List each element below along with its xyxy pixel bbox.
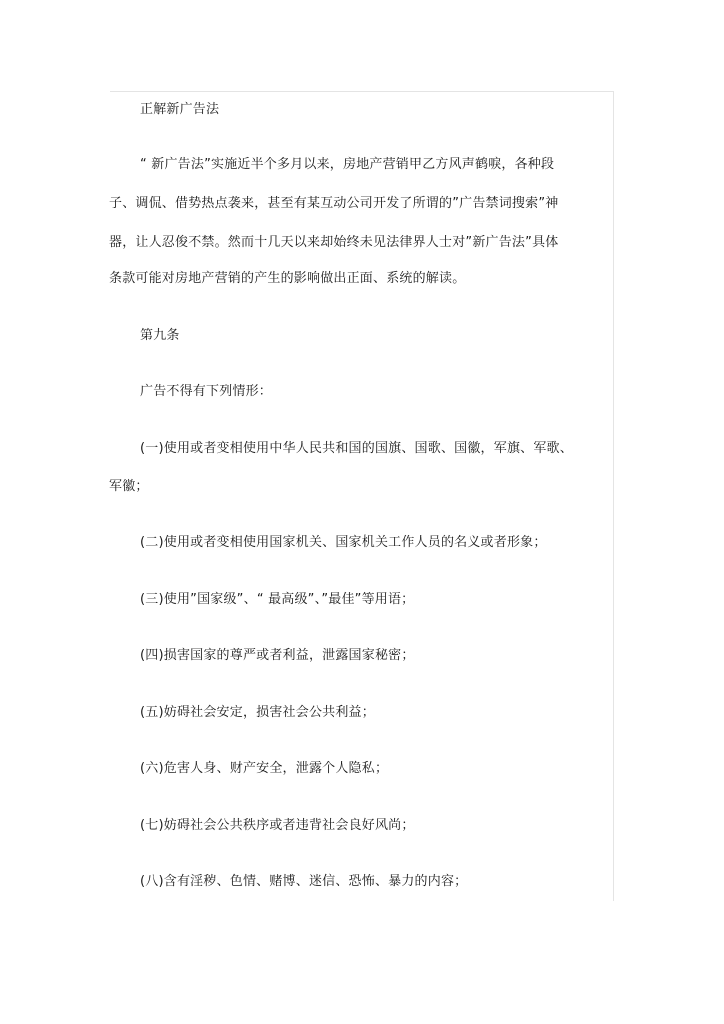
list-item-5: (五)妨碍社会安定，损害社会公共利益；	[140, 705, 375, 720]
page-frame	[110, 91, 614, 901]
list-item-7: (七)妨碍社会公共秩序或者违背社会良好风尚；	[140, 818, 415, 833]
list-item-4: (四)损害国家的尊严或者利益，泄露国家秘密；	[140, 648, 415, 663]
intro-line-1: “ 新广告法”实施近半个多月以来，房地产营销甲乙方风声鹤唳，各种段	[140, 157, 555, 172]
list-item-3: (三)使用”国家级”、“ 最高级”、”最佳”等用语；	[140, 592, 415, 607]
list-item-2: (二)使用或者变相使用国家机关、国家机关工作人员的名义或者形象；	[140, 535, 547, 550]
article-heading: 第九条	[140, 328, 180, 343]
intro-line-3: 器，让人忍俊不禁。然而十几天以来却始终未见法律界人士对”新广告法”具体	[109, 235, 559, 250]
list-item-1-line-1: (一)使用或者变相使用中华人民共和国的国旗、国歌、国徽，军旗、军歌、	[140, 441, 573, 456]
list-item-6: (六)危害人身、财产安全，泄露个人隐私；	[140, 761, 389, 776]
intro-line-4: 条款可能对房地产营销的产生的影响做出正面、系统的解读。	[109, 271, 466, 286]
document-title: 正解新广告法	[140, 102, 220, 117]
list-item-8: (八)含有淫秽、色情、赌博、迷信、恐怖、暴力的内容；	[140, 874, 468, 889]
list-item-1-line-2: 军徽；	[109, 479, 149, 494]
intro-line-2: 子、调侃、借势热点袭来，甚至有某互动公司开发了所谓的”广告禁词搜索”神	[109, 196, 559, 211]
article-lead: 广告不得有下列情形：	[140, 384, 273, 399]
